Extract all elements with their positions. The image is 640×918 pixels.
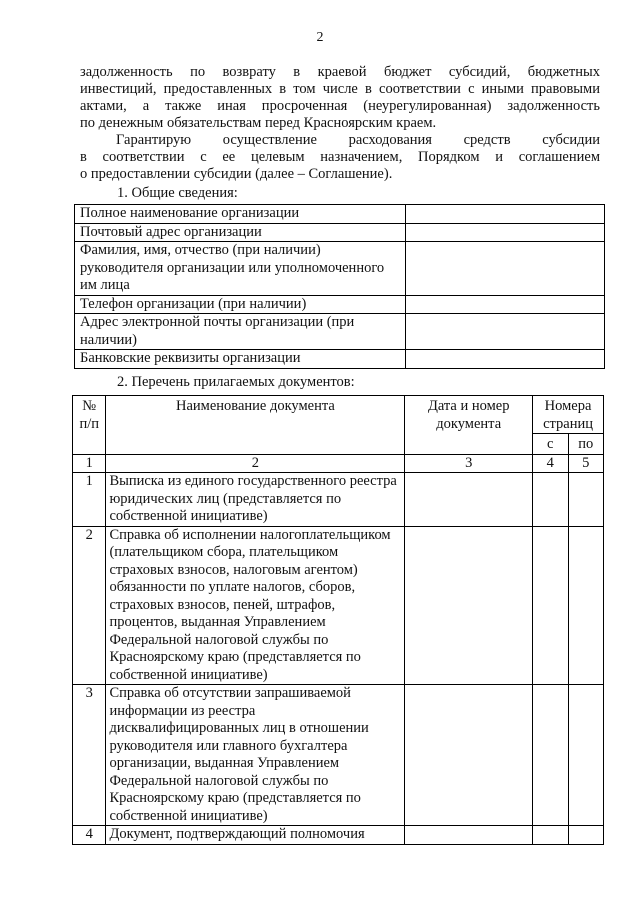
section1-title: 1. Общие сведения:: [117, 185, 238, 201]
doc-name: Справка об отсутствии запрашиваемой информации из реестра дисквалифицированных лиц в отношении руководителя или главного бухгалтера организации, выданная Управлением Федеральной налоговой службы по Красноярскому краю (представляется по собственной инициативе): [106, 685, 405, 826]
header-date: Дата и номер документа: [405, 396, 533, 455]
general-value: [406, 223, 605, 242]
header-from: с: [533, 434, 568, 455]
documents-table: [72, 395, 604, 845]
table-row: [75, 350, 605, 369]
doc-page-to: [568, 473, 604, 527]
column-number: 4: [533, 454, 568, 473]
table-row: [75, 205, 605, 224]
doc-num: 2: [73, 526, 106, 685]
doc-page-to: [568, 826, 604, 845]
general-value: [406, 350, 605, 369]
table-row: [75, 223, 605, 242]
section2-title: 2. Перечень прилагаемых документов:: [117, 374, 355, 390]
column-number: 5: [568, 454, 604, 473]
table-row: [73, 473, 604, 527]
intro-line: о предоставлении субсидии (далее – Соглашение).: [80, 166, 393, 182]
column-number: 3: [405, 454, 533, 473]
doc-name: Выписка из единого государственного реестра юридических лиц (представляется по собственной инициативе): [106, 473, 405, 527]
intro-line: актами, а также иная просроченная (неурегулированная) задолженность: [80, 98, 600, 114]
doc-page-from: [533, 685, 568, 826]
doc-date: [405, 526, 533, 685]
header-to: по: [568, 434, 604, 455]
general-info-table: [74, 204, 605, 369]
column-number: 1: [73, 454, 106, 473]
table-row: [75, 295, 605, 314]
doc-page-from: [533, 526, 568, 685]
general-label: Почтовый адрес организации: [75, 223, 406, 242]
general-label: Полное наименование организации: [75, 205, 406, 224]
intro-line: задолженность по возврату в краевой бюджет субсидий, бюджетных: [80, 64, 600, 80]
intro-line: инвестиций, предоставленных в том числе в соответствии с иными правовыми: [80, 81, 600, 97]
doc-page-to: [568, 526, 604, 685]
intro-line: Гарантирую осуществление расходования средств субсидии: [116, 132, 600, 148]
table-row: [75, 242, 605, 296]
intro-line: в соответствии с ее целевым назначением, Порядком и соглашением: [80, 149, 600, 165]
doc-date: [405, 685, 533, 826]
doc-num: 4: [73, 826, 106, 845]
general-value: [406, 242, 605, 296]
table-row: [73, 826, 604, 845]
doc-num: 1: [73, 473, 106, 527]
table-row: [73, 526, 604, 685]
header-name: Наименование документа: [106, 396, 405, 455]
intro-line: по денежным обязательствам перед Красноярским краем.: [80, 115, 437, 131]
general-label: Адрес электронной почты организации (при наличии): [75, 314, 406, 350]
general-label: Банковские реквизиты организации: [75, 350, 406, 369]
column-number: 2: [106, 454, 405, 473]
doc-name: Справка об исполнении налогоплательщиком (плательщиком сбора, плательщиком страховых взносов, налоговым агентом) обязанности по уплате налогов, сборов, страховых взносов, пеней, штрафов, процентов, выданная Управлением Федеральной налоговой службы по Красноярскому краю (представляется по собственной инициативе): [106, 526, 405, 685]
general-value: [406, 205, 605, 224]
header-pages: Номера страниц: [533, 396, 604, 434]
intro-paragraph: [80, 64, 600, 183]
doc-date: [405, 473, 533, 527]
table-header-row: [73, 396, 604, 434]
header-num: № п/п: [73, 396, 106, 455]
doc-page-to: [568, 685, 604, 826]
doc-page-from: [533, 473, 568, 527]
column-number-row: [73, 454, 604, 473]
general-value: [406, 295, 605, 314]
general-label: Телефон организации (при наличии): [75, 295, 406, 314]
doc-name: Документ, подтверждающий полномочия: [106, 826, 405, 845]
table-row: [75, 314, 605, 350]
general-value: [406, 314, 605, 350]
doc-date: [405, 826, 533, 845]
page-number: 2: [316, 30, 324, 45]
general-label: Фамилия, имя, отчество (при наличии) руководителя организации или уполномоченного им лица: [75, 242, 406, 296]
doc-page-from: [533, 826, 568, 845]
doc-num: 3: [73, 685, 106, 826]
table-row: [73, 685, 604, 826]
